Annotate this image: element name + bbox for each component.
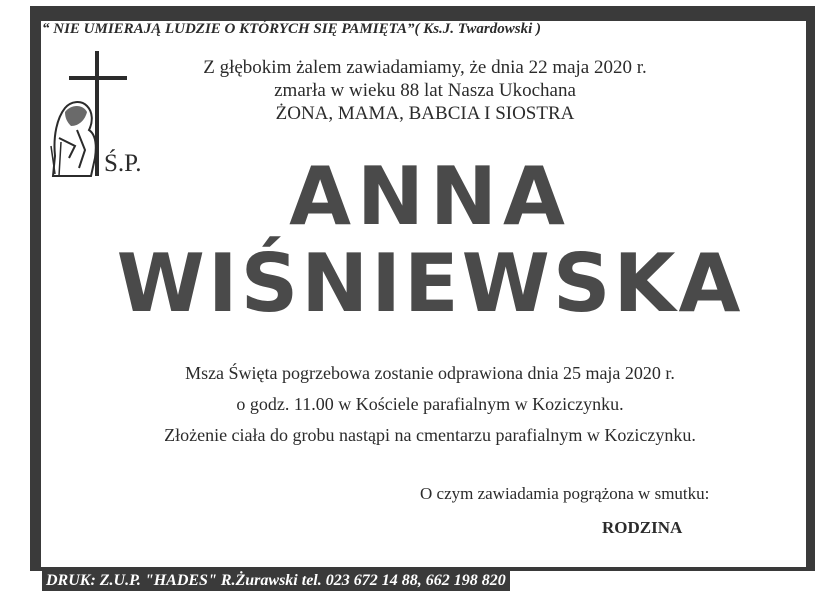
family-signature: RODZINA [602, 518, 683, 537]
funeral-details [110, 358, 750, 451]
deceased-last-name: WIŚNIEWSKA [116, 237, 744, 330]
funeral-line-1: Msza Święta pogrzebowa zostanie odprawiona dnia 25 maja 2020 r. [185, 363, 675, 383]
announcement-line-2: zmarła w wieku 88 lat Nasza Ukochana [274, 80, 576, 101]
sp-prefix: Ś.P. [104, 150, 142, 177]
announcement-line-1: Z głębokim żalem zawiadamiamy, że dnia 22 maja 2020 r. [203, 57, 647, 78]
closing-line: O czym zawiadamia pogrążona w smutku: [420, 484, 710, 503]
announcement-line-3: ŻONA, MAMA, BABCIA I SIOSTRA [275, 103, 575, 124]
funeral-line-2: o godz. 11.00 w Kościele parafialnym w Koziczynku. [236, 394, 624, 414]
motto-quote: “ NIE UMIERAJĄ LUDZIE O KTÓRYCH SIĘ PAMIĘTA”( Ks.J. Twardowski ) [42, 21, 541, 37]
deceased-first-name: ANNA [289, 150, 571, 243]
funeral-line-3: Złożenie ciała do grobu nastąpi na cmentarzu parafialnym w Koziczynku. [164, 425, 696, 445]
printer-footer: DRUK: Z.U.P. "HADES" R.Żurawski tel. 023 672 14 88, 662 198 820 [42, 571, 510, 591]
announcement [170, 56, 680, 125]
